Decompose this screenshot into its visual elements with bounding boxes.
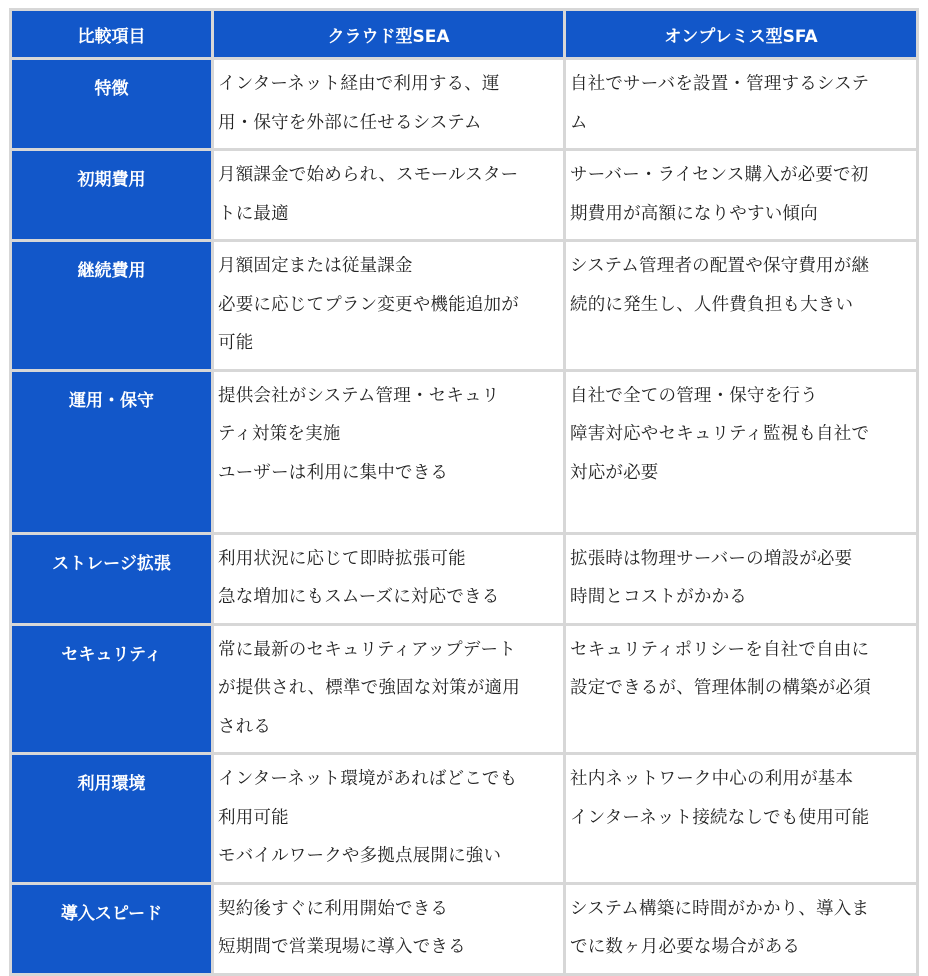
onprem-cell xyxy=(565,533,918,624)
header-item: 比較項目 xyxy=(11,10,213,59)
onprem-cell-line: システム構築に時間がかかり、導入ま xyxy=(570,898,870,919)
cloud-cell-line: 月額固定または従量課金 xyxy=(218,256,413,276)
cloud-cell-line: 提供会社がシステム管理・セキュリ xyxy=(218,385,500,406)
comparison-table xyxy=(9,8,919,976)
cloud-cell-line: モバイルワークや多拠点展開に強い xyxy=(218,846,502,866)
onprem-cell-line: システム管理者の配置や保守費用が継 xyxy=(570,256,870,276)
row-item-label: 継続費用 xyxy=(11,241,213,371)
cloud-cell-line: ユーザーは利用に集中できる xyxy=(218,462,449,483)
onprem-cell-line: サーバー・ライセンス購入が必要で初 xyxy=(570,165,869,185)
cloud-cell xyxy=(213,59,565,150)
onprem-cell-line: 対応が必要 xyxy=(570,462,659,483)
cloud-cell-line: 常に最新のセキュリティアップデート xyxy=(218,639,516,660)
cloud-cell-line: される xyxy=(218,716,272,737)
table-row xyxy=(11,370,918,533)
cloud-cell-line: トに最適 xyxy=(218,203,289,224)
onprem-cell-line: 期費用が高額になりやすい傾向 xyxy=(570,203,818,224)
onprem-cell-line: 時間とコストがかかる xyxy=(570,587,747,607)
cloud-cell-line: 可能 xyxy=(218,333,254,353)
comparison-table-wrapper xyxy=(9,8,919,976)
row-item-label: 特徴 xyxy=(11,59,213,150)
table-row xyxy=(11,533,918,624)
table-row xyxy=(11,624,918,754)
cloud-cell-line: ティ対策を実施 xyxy=(218,424,341,444)
cloud-cell-line: 利用可能 xyxy=(218,807,289,828)
row-item-label: 運用・保守 xyxy=(11,370,213,533)
onprem-cell xyxy=(565,150,918,241)
cloud-cell xyxy=(213,370,565,533)
cloud-cell-line: 利用状況に応じて即時拡張可能 xyxy=(218,548,466,569)
cloud-cell-line: が提供され、標準で強固な対策が適用 xyxy=(218,678,520,698)
header-cloud: クラウド型SEA xyxy=(213,10,565,59)
table-row xyxy=(11,150,918,241)
cloud-cell xyxy=(213,624,565,754)
table-row xyxy=(11,754,918,884)
cloud-cell xyxy=(213,150,565,241)
onprem-cell xyxy=(565,883,918,974)
onprem-cell-line: 自社でサーバを設置・管理するシステ xyxy=(570,74,870,94)
cloud-cell xyxy=(213,883,565,974)
onprem-cell-line: ム xyxy=(570,112,588,133)
table-row xyxy=(11,59,918,150)
onprem-cell xyxy=(565,370,918,533)
cloud-cell xyxy=(213,241,565,371)
onprem-cell-line: 社内ネットワーク中心の利用が基本 xyxy=(570,769,854,789)
row-item-label: 導入スピード xyxy=(11,883,213,974)
table-row xyxy=(11,241,918,371)
cloud-cell xyxy=(213,533,565,624)
table-header xyxy=(11,10,918,59)
onprem-cell-line: 自社で全ての管理・保守を行う xyxy=(570,385,818,406)
cloud-cell-line: 契約後すぐに利用開始できる xyxy=(218,898,449,919)
onprem-cell xyxy=(565,59,918,150)
row-item-label: 利用環境 xyxy=(11,754,213,884)
cloud-cell-line: 月額課金で始められ、スモールスター xyxy=(218,165,519,185)
onprem-cell-line: 障害対応やセキュリティ監視も自社で xyxy=(570,424,870,444)
onprem-cell xyxy=(565,241,918,371)
onprem-cell-line: でに数ヶ月必要な場合がある xyxy=(570,937,801,957)
onprem-cell xyxy=(565,754,918,884)
row-item-label: 初期費用 xyxy=(11,150,213,241)
table-body xyxy=(11,59,918,975)
cloud-cell-line: 短期間で営業現場に導入できる xyxy=(218,937,466,957)
onprem-cell-line: 続的に発生し、人件費負担も大きい xyxy=(570,294,854,315)
header-row xyxy=(11,10,918,59)
onprem-cell-line: インターネット接続なしでも使用可能 xyxy=(570,807,870,828)
onprem-cell-line: セキュリティポリシーを自社で自由に xyxy=(570,639,870,660)
cloud-cell xyxy=(213,754,565,884)
table-row xyxy=(11,883,918,974)
cloud-cell-line: 必要に応じてプラン変更や機能追加が xyxy=(218,294,519,315)
row-item-label: ストレージ拡張 xyxy=(11,533,213,624)
row-item-label: セキュリティ xyxy=(11,624,213,754)
cloud-cell-line: 用・保守を外部に任せるシステム xyxy=(218,112,482,133)
onprem-cell-line: 設定できるが、管理体制の構築が必須 xyxy=(570,678,871,698)
onprem-cell xyxy=(565,624,918,754)
cloud-cell-line: インターネット環境があればどこでも xyxy=(218,769,518,789)
onprem-cell-line: 拡張時は物理サーバーの増設が必要 xyxy=(570,548,853,569)
cloud-cell-line: インターネット経由で利用する、運 xyxy=(218,74,500,94)
header-onprem: オンプレミス型SFA xyxy=(565,10,918,59)
cloud-cell-line: 急な増加にもスムーズに対応できる xyxy=(218,587,500,607)
